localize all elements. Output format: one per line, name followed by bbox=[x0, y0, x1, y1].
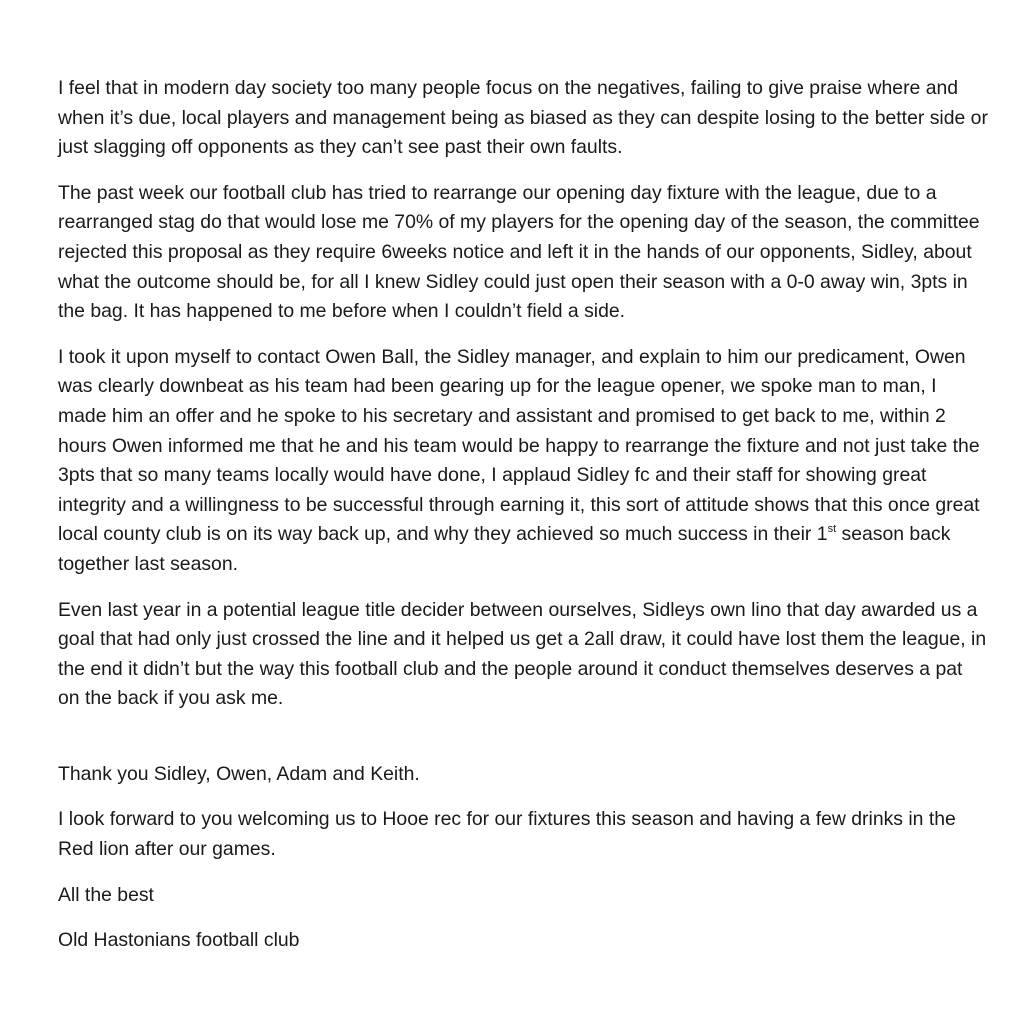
paragraph-owen-ball bbox=[58, 343, 988, 580]
paragraph-last-year: Even last year in a potential league title decider between ourselves, Sidleys own lino that day awarded us a goal that had only just crossed the line and it helped us get a 2all draw, it could have lost them the league, in the end it didn’t but the way this football club and the people around it conduct themselves deserves a pat on the back if you ask me. bbox=[58, 598, 987, 710]
paragraph-fixture: The past week our football club has tried to rearrange our opening day fixture with the league, due to a rearranged stag do that would lose me 70% of my players for the opening day of the season, the committee rejected this proposal as they require 6weeks notice and left it in the hands of our opponents, Sidley, about what the outcome should be, for all I knew Sidley could just open their season with a 0-0 away win, 3pts in the bag. It has happened to me before when I couldn’t field a side. bbox=[58, 181, 980, 323]
paragraph-closing: I look forward to you welcoming us to Hooe rec for our fixtures this season and having a few drinks in the Red lion after our games. bbox=[58, 808, 956, 861]
paragraph-intro: I feel that in modern day society too many people focus on the negatives, failing to give praise where and when it’s due, local players and management being as biased as they can despite losing to the better side or just slagging off opponents as they can’t see past their own faults. bbox=[58, 77, 988, 159]
paragraph-owen-ball-text: I took it upon myself to contact Owen Ball, the Sidley manager, and explain to him our predicament, Owen was clearly downbeat as his team had been gearing up for the league opener, we spoke man to man, I made him an offer and he spoke to his secretary and assistant and promised to get back to me, within 2 hours Owen informed me that he and his team would be happy to rearrange the fixture and not just take the 3pts that so many teams locally would have done, I applaud Sidley fc and their staff for showing great integrity and a willingness to be successful through earning it, this sort of attitude shows that this once great local county club is on its way back up, and why they achieved so much success in their 1 bbox=[58, 345, 980, 546]
signature-line: Old Hastonians football club bbox=[58, 929, 300, 952]
paragraph-owen-ball-text-end: season back together last season. bbox=[58, 523, 951, 575]
signoff-line: All the best bbox=[58, 883, 154, 906]
letter-body bbox=[58, 74, 988, 972]
thanks-line: Thank you Sidley, Owen, Adam and Keith. bbox=[58, 762, 420, 785]
ordinal-suffix: st bbox=[827, 522, 837, 535]
